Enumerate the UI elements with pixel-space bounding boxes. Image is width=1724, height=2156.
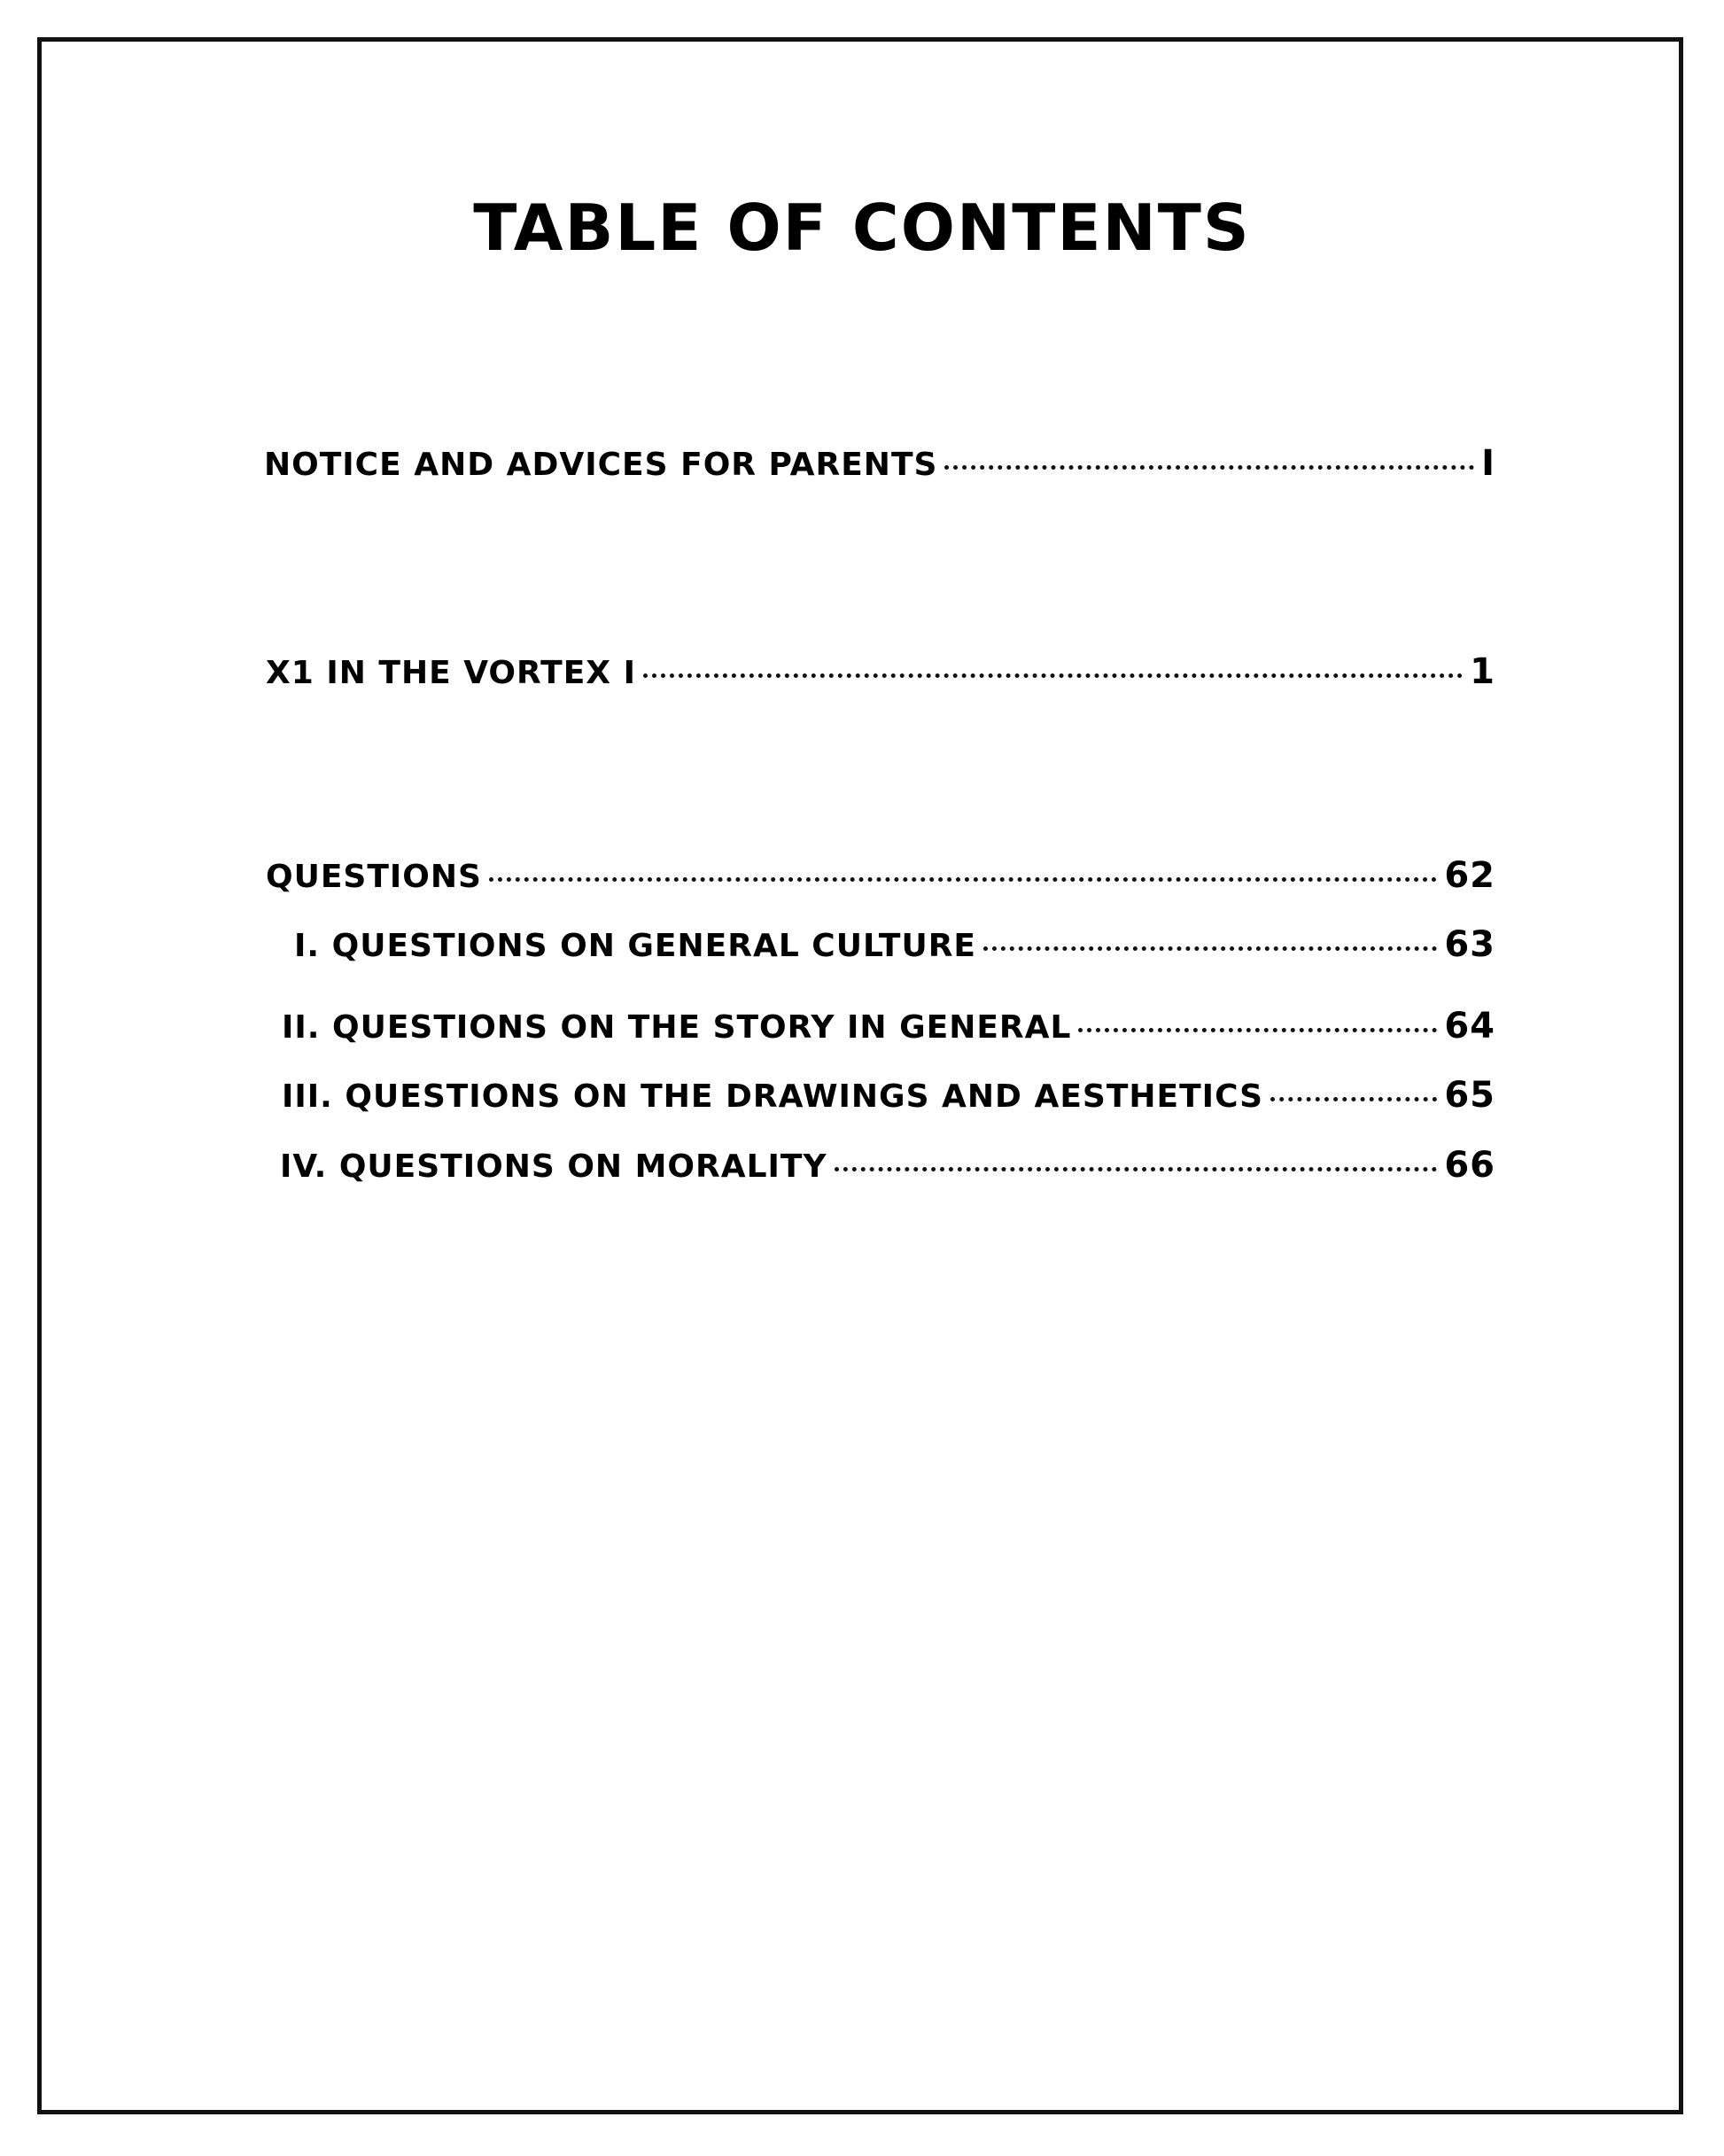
dot-leader	[1270, 1097, 1437, 1101]
toc-entry-notice[interactable]	[264, 443, 1495, 484]
toc-entry-questions-drawings[interactable]	[282, 1075, 1495, 1116]
dot-leader	[1078, 1028, 1437, 1032]
toc-entry-label: II. QUESTIONS ON THE STORY IN GENERAL	[282, 1009, 1072, 1046]
toc-entry-page: 66	[1444, 1145, 1495, 1186]
toc-entry-page: I	[1481, 443, 1495, 484]
toc-entry-questions[interactable]	[266, 855, 1495, 896]
toc-entry-page: 1	[1470, 651, 1495, 692]
toc-entry-page: 65	[1444, 1075, 1495, 1116]
toc-entry-page: 63	[1444, 924, 1495, 965]
dot-leader	[643, 673, 1463, 678]
toc-entry-label: NOTICE AND ADVICES FOR PARENTS	[264, 447, 938, 483]
toc-entry-page: 62	[1444, 855, 1495, 896]
toc-entry-label: IV. QUESTIONS ON MORALITY	[280, 1148, 827, 1185]
toc-entry-questions-morality[interactable]	[280, 1145, 1495, 1186]
dot-leader	[835, 1167, 1438, 1171]
toc-entry-label: III. QUESTIONS ON THE DRAWINGS AND AESTHETICS	[282, 1078, 1264, 1115]
dot-leader	[944, 465, 1474, 470]
toc-entry-page: 64	[1444, 1006, 1495, 1047]
toc-entry-label: X1 IN THE VORTEX I	[266, 655, 636, 691]
page-title: TABLE OF CONTENTS	[473, 191, 1251, 265]
dot-leader	[983, 946, 1437, 951]
toc-entry-x1[interactable]	[266, 651, 1495, 692]
toc-entry-label: I. QUESTIONS ON GENERAL CULTURE	[294, 928, 977, 964]
toc-entry-label: QUESTIONS	[266, 859, 482, 895]
toc-entry-questions-general-culture[interactable]	[294, 924, 1495, 965]
toc-entry-questions-story[interactable]	[282, 1006, 1495, 1047]
dot-leader	[489, 877, 1437, 882]
